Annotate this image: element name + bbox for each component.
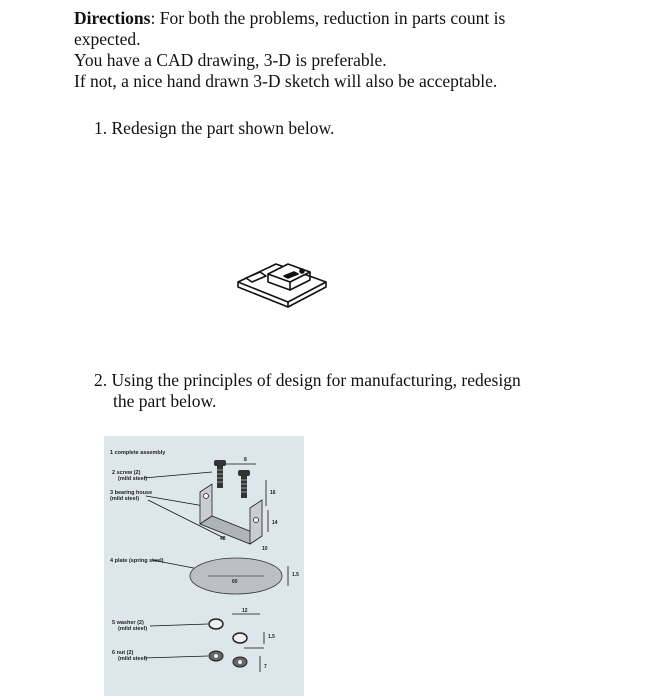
directions-line-1-rest: : For both the problems, reduction in parts count is <box>150 8 506 28</box>
label-plate: 4 plate (spring steel) <box>110 558 164 564</box>
directions-heading: Directions <box>74 8 151 28</box>
directions-line-4: If not, a nice hand drawn 3-D sketch will also be acceptable. <box>74 71 498 91</box>
problem-1-part-figure <box>232 252 332 312</box>
label-screw-material: (mild steel) <box>118 476 148 482</box>
dim-60: 60 <box>232 579 238 585</box>
directions-line-3: You have a CAD drawing, 3-D is preferable. <box>74 50 387 70</box>
label-washer: 5 washer (2) <box>112 620 144 626</box>
directions-line-1 <box>74 8 505 29</box>
label-screw: 2 screw (2) <box>112 470 141 476</box>
dim-1-5-washer: 1.5 <box>268 634 275 640</box>
dim-7: 7 <box>264 664 267 670</box>
problem-2-text-line-2: the part below. <box>113 391 217 411</box>
problem-1-text: 1. Redesign the part shown below. <box>94 118 335 138</box>
label-bearing-house-material: (mild steel) <box>110 496 140 502</box>
problem-2-assembly-figure <box>104 436 304 696</box>
directions-line-2: expected. <box>74 29 141 49</box>
problem-2-text-line-1: 2. Using the principles of design for manufacturing, redesign <box>94 370 521 390</box>
dim-1-5-plate: 1.5 <box>292 572 299 578</box>
dim-48: 48 <box>220 536 226 542</box>
label-bearing-house: 3 bearing house <box>110 490 153 496</box>
label-complete-assembly: 1 complete assembly <box>110 450 166 456</box>
dim-14: 14 <box>272 520 278 526</box>
bracket-part-drawing <box>232 252 332 312</box>
label-nut-material: (mild steel) <box>118 656 148 662</box>
dim-8: 8 <box>244 457 247 463</box>
dim-12: 12 <box>242 608 248 614</box>
dim-16: 16 <box>270 490 276 496</box>
dim-10: 10 <box>262 546 268 552</box>
label-washer-material: (mild steel) <box>118 626 148 632</box>
label-nut: 6 nut (2) <box>112 650 134 656</box>
